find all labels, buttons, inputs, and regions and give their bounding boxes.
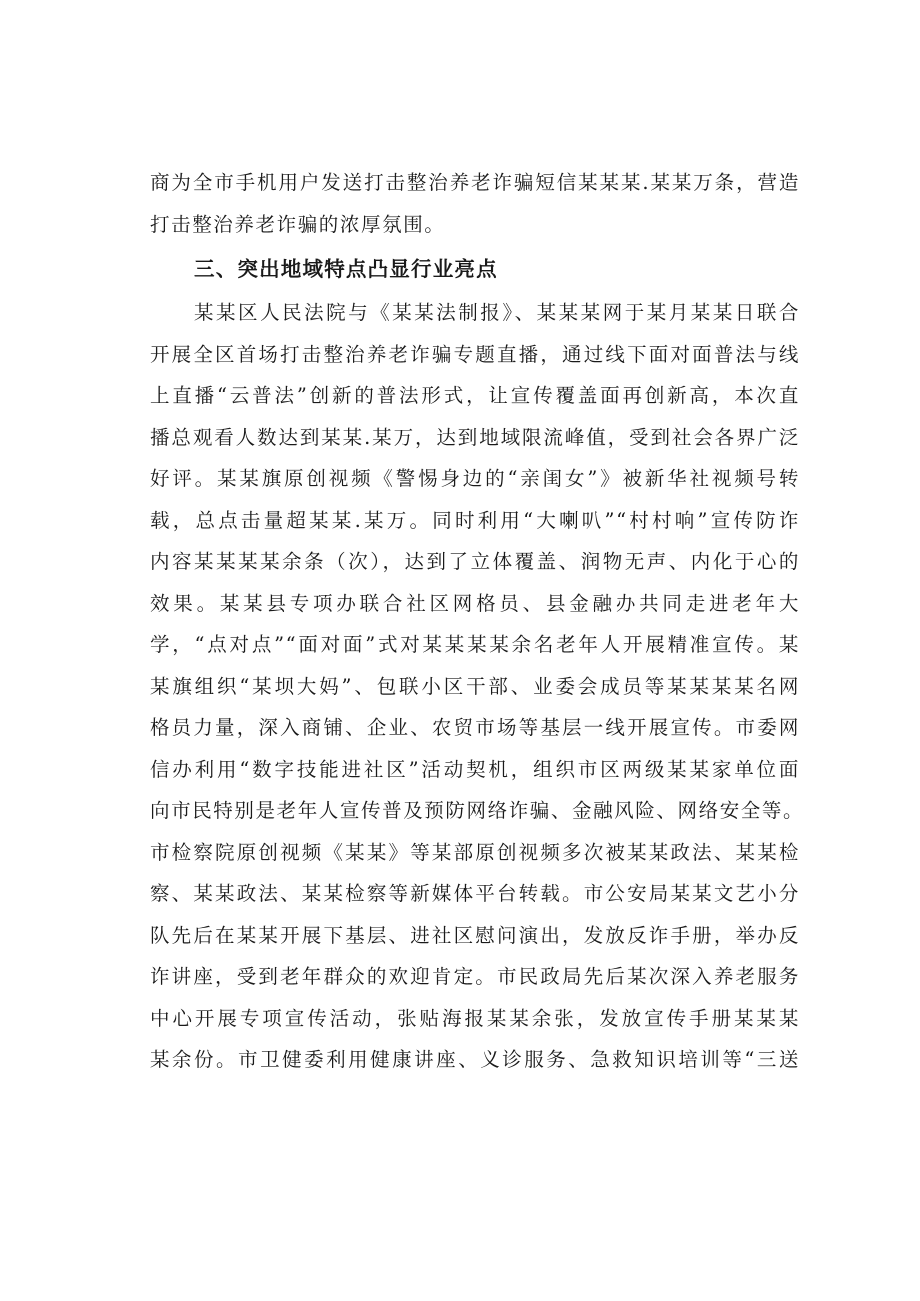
paragraph-line: 向市民特别是老年人宣传普及预防网络诈骗、金融风险、网络安全等。 bbox=[150, 799, 805, 822]
paragraph-line: 载，总点击量超某某.某万。同时利用“大喇叭”“村村响”宣传防诈 bbox=[150, 508, 800, 532]
paragraph-line: 市检察院原创视频《某某》等某部原创视频多次被某某政法、某某检 bbox=[150, 840, 800, 864]
paragraph-line: 诈讲座，受到老年群众的欢迎肯定。市民政局先后某次深入养老服务 bbox=[150, 965, 800, 988]
paragraph-line: 某旗组织“某坝大妈”、包联小区干部、业委会成员等某某某某名网 bbox=[150, 674, 800, 698]
paragraph-line: 播总观看人数达到某某.某万，达到地域限流峰值，受到社会各界广泛 bbox=[150, 425, 800, 449]
paragraph-line: 打击整治养老诈骗的浓厚氛围。 bbox=[150, 212, 446, 236]
paragraph-line: 察、某某政法、某某检察等新媒体平台转载。市公安局某某文艺小分 bbox=[150, 882, 800, 905]
paragraph-line: 某余份。市卫健委利用健康讲座、义诊服务、急救知识培训等“三送 bbox=[150, 1048, 800, 1071]
paragraph-line: 某某区人民法院与《某某法制报》、某某某网于某月某某日联合 bbox=[194, 301, 800, 324]
continued-paragraph bbox=[150, 162, 800, 245]
paragraph-line: 学，“点对点”“面对面”式对某某某某余名老年人开展精准宣传。某 bbox=[150, 633, 800, 656]
paragraph-line: 中心开展专项宣传活动，张贴海报某某余张，发放宣传手册某某某 bbox=[150, 1006, 800, 1030]
section-heading-block bbox=[150, 247, 800, 291]
section-heading: 三、突出地域特点凸显行业亮点 bbox=[194, 257, 498, 281]
paragraph-line: 效果。某某县专项办联合社区网格员、县金融办共同走进老年大 bbox=[150, 591, 800, 615]
paragraph-line: 开展全区首场打击整治养老诈骗专题直播，通过线下面对面普法与线 bbox=[150, 342, 800, 366]
paragraph-line: 上直播“云普法”创新的普法形式，让宣传覆盖面再创新高，本次直 bbox=[150, 384, 800, 407]
paragraph-line: 队先后在某某开展下基层、进社区慰问演出，发放反诈手册，举办反 bbox=[150, 923, 800, 947]
paragraph-line: 好评。某某旗原创视频《警惕身边的“亲闺女”》被新华社视频号转 bbox=[150, 467, 800, 490]
paragraph-line: 商为全市手机用户发送打击整治养老诈骗短信某某某.某某万条，营造 bbox=[150, 171, 800, 194]
paragraph-line: 内容某某某某余条（次），达到了立体覆盖、润物无声、内化于心的 bbox=[150, 550, 800, 573]
main-paragraph bbox=[150, 292, 805, 1081]
paragraph-line: 格员力量，深入商铺、企业、农贸市场等基层一线开展宣传。市委网 bbox=[150, 716, 800, 739]
paragraph-line: 信办利用“数字技能进社区”活动契机，组织市区两级某某家单位面 bbox=[150, 757, 800, 781]
